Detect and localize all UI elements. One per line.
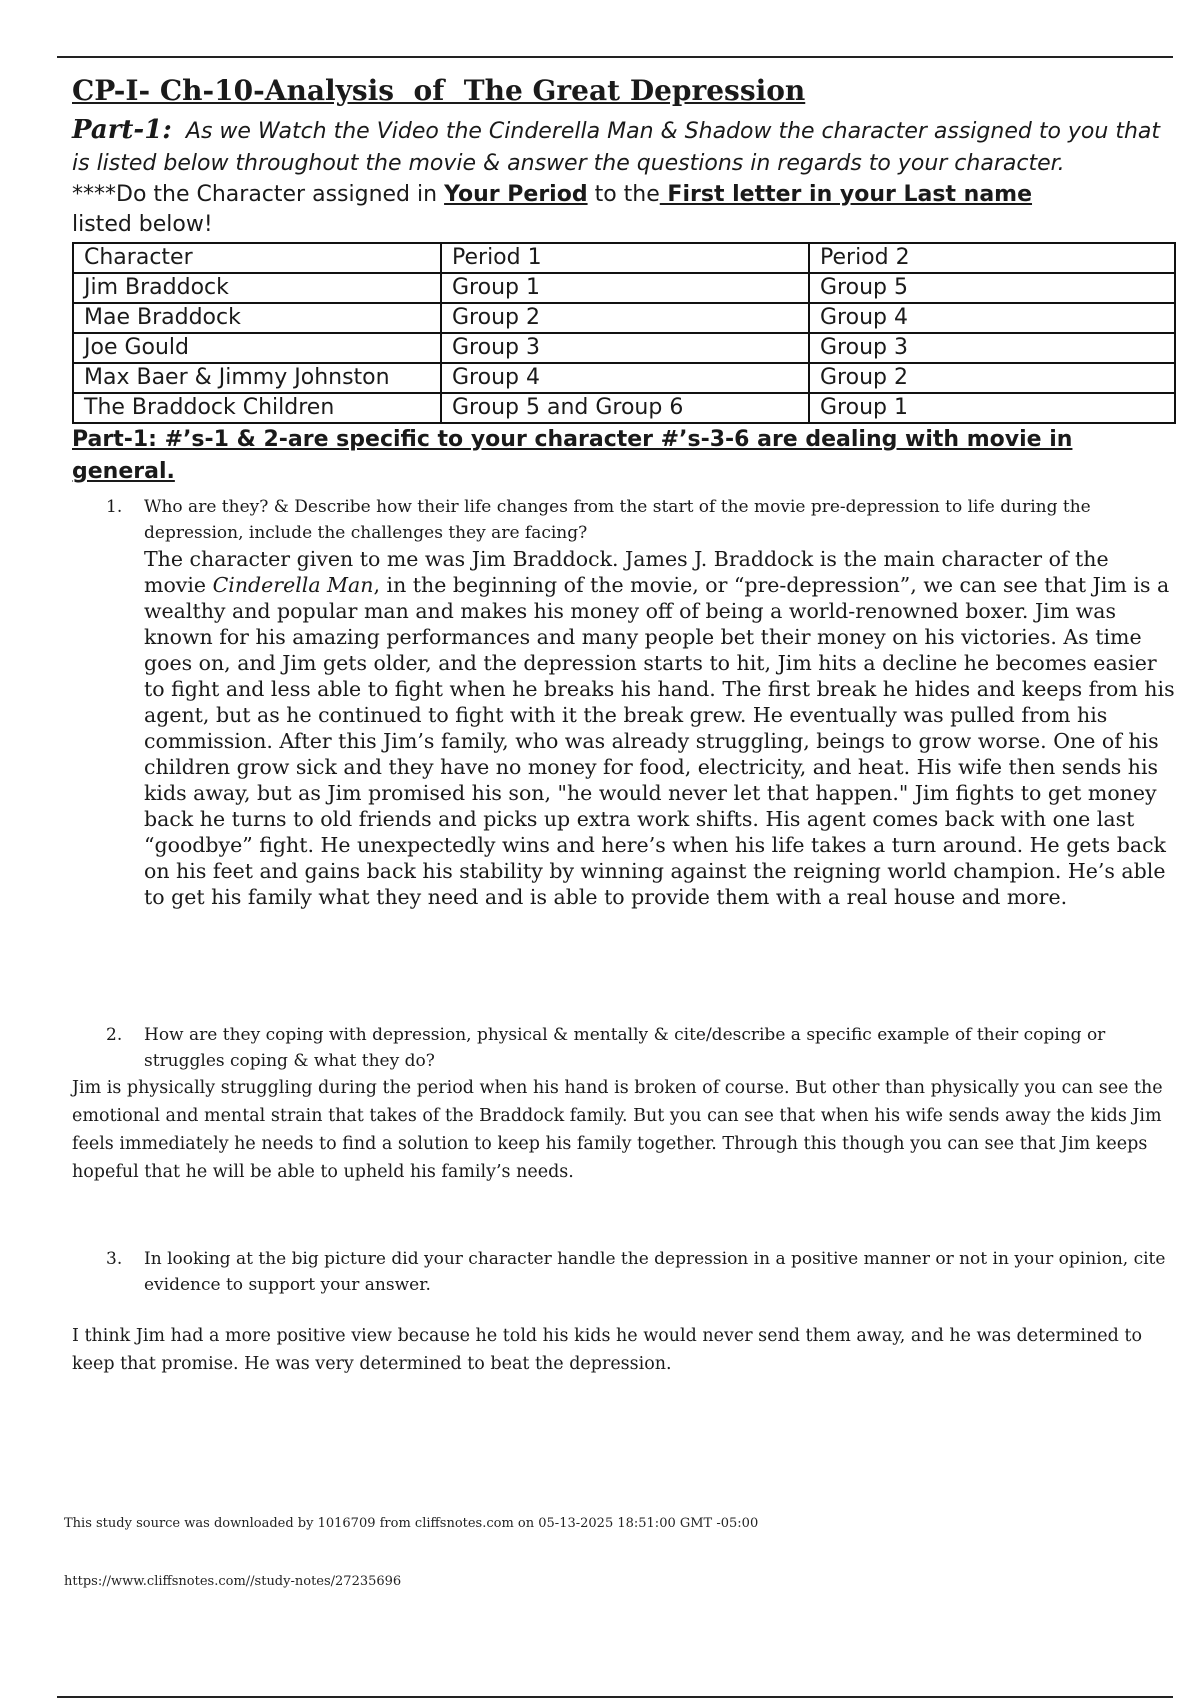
table-cell: Joe Gould: [73, 333, 441, 363]
table-cell: Group 2: [809, 363, 1175, 393]
table-row: [73, 303, 1175, 333]
table-cell: Group 4: [441, 363, 809, 393]
part1-instructions-text: As we Watch the Video the Cinderella Man & Shadow the character assigned to you that is listed below throughout the movie & answer the questions in regards to your character.: [72, 119, 1160, 176]
answer-1: [144, 546, 1176, 910]
assignment-period: Your Period: [444, 182, 588, 207]
part1-instructions: [72, 114, 1176, 180]
table-cell: Group 5 and Group 6: [441, 393, 809, 423]
table-cell: Max Baer & Jimmy Johnston: [73, 363, 441, 393]
question-text: Who are they? & Describe how their life changes from the start of the movie pre-depression to life during the depression, include the challenges they are facing?: [144, 497, 1091, 543]
question-number: 1.: [106, 497, 123, 517]
download-source-note: This study source was downloaded by 1016709 from cliffsnotes.com on 05-13-2025 18:51:00 GMT -05:00: [64, 1516, 759, 1531]
character-groups-table: [72, 242, 1176, 424]
document-body: [72, 74, 1176, 1378]
table-cell: Group 4: [809, 303, 1175, 333]
table-row: [73, 273, 1175, 303]
answer-1-part-a: The character given to me was Jim Braddock. James J. Braddock is the main character of the movie: [144, 547, 1109, 597]
assignment-note: [72, 180, 1176, 240]
table-cell: Group 5: [809, 273, 1175, 303]
table-cell: Group 1: [809, 393, 1175, 423]
question-number: 3.: [106, 1249, 123, 1269]
table-cell: Group 3: [809, 333, 1175, 363]
document-title: CP-I- Ch-10-Analysis of The Great Depression: [72, 74, 806, 107]
question-text: In looking at the big picture did your character handle the depression in a positive manner or not in your opinion, cite evidence to support your answer.: [144, 1249, 1166, 1295]
answer-3: I think Jim had a more positive view because he told his kids he would never send them away, and he was determined to keep that promise. He was very determined to beat the depression.: [72, 1326, 1142, 1374]
assignment-middle: to the: [587, 182, 660, 207]
question-number: 2.: [106, 1025, 123, 1045]
table-header-cell: Period 1: [441, 243, 809, 273]
question-2: [106, 1022, 1176, 1074]
question-3: [106, 1246, 1176, 1298]
assignment-letter: First letter in your Last name: [659, 182, 1033, 207]
source-url: https://www.cliffsnotes.com//study-notes/27235696: [64, 1574, 402, 1589]
table-header-row: [73, 243, 1175, 273]
table-row: [73, 363, 1175, 393]
table-cell: The Braddock Children: [73, 393, 441, 423]
question-1: [106, 494, 1176, 546]
table-row: [73, 393, 1175, 423]
table-cell: Group 3: [441, 333, 809, 363]
table-cell: Mae Braddock: [73, 303, 441, 333]
top-rule: [57, 56, 1173, 58]
part1-heading: Part-1: #’s-1 & 2-are specific to your character #’s-3-6 are dealing with movie in general.: [72, 427, 1073, 484]
assignment-suffix: listed below!: [72, 212, 213, 237]
part1-label: Part-1:: [72, 115, 172, 145]
answer-2: Jim is physically struggling during the period when his hand is broken of course. But other than physically you can see the emotional and mental strain that takes of the Braddock family. But you can see that when his wife sends away the kids Jim feels immediately he needs to find a solution to keep his family together. Through this though you can see that Jim keeps hopeful that he will be able to upheld his family’s needs.: [72, 1078, 1163, 1182]
table-cell: Group 1: [441, 273, 809, 303]
table-header-cell: Character: [73, 243, 441, 273]
bottom-rule: [57, 1696, 1173, 1698]
table-cell: Jim Braddock: [73, 273, 441, 303]
table-cell: Group 2: [441, 303, 809, 333]
table-row: [73, 333, 1175, 363]
answer-1-part-b: , in the beginning of the movie, or “pre-depression”, we can see that Jim is a wealthy and popular man and makes his money off of being a world-renowned boxer. Jim was known for his amazing performances and many people bet their money on his victories. As time goes on, and Jim gets older, and the depression starts to hit, Jim hits a decline he becomes easier to fight and less able to fight when he breaks his hand. The first break he hides and keeps from his agent, but as he continued to fight with it the break grew. He eventually was pulled from his commission. After this Jim’s family, who was already struggling, beings to grow worse. One of his children grow sick and they have no money for food, electricity, and heat. His wife then sends his kids away, but as Jim promised his son, "he would never let that happen." Jim fights to get money back he turns to old friends and picks up extra work shifts. His agent comes back with one last “goodbye” fight. He unexpectedly wins and here’s when his life takes a turn around. He gets back on his feet and gains back his stability by winning against the reigning world champion. He’s able to get his family what they need and is able to provide them with a real house and more.: [144, 573, 1175, 909]
assignment-prefix: ****Do the Character assigned in: [72, 182, 445, 207]
answer-1-movie-title: Cinderella Man: [212, 573, 374, 597]
table-header-cell: Period 2: [809, 243, 1175, 273]
question-text: How are they coping with depression, physical & mentally & cite/describe a specific example of their coping or struggles coping & what they do?: [144, 1025, 1106, 1071]
